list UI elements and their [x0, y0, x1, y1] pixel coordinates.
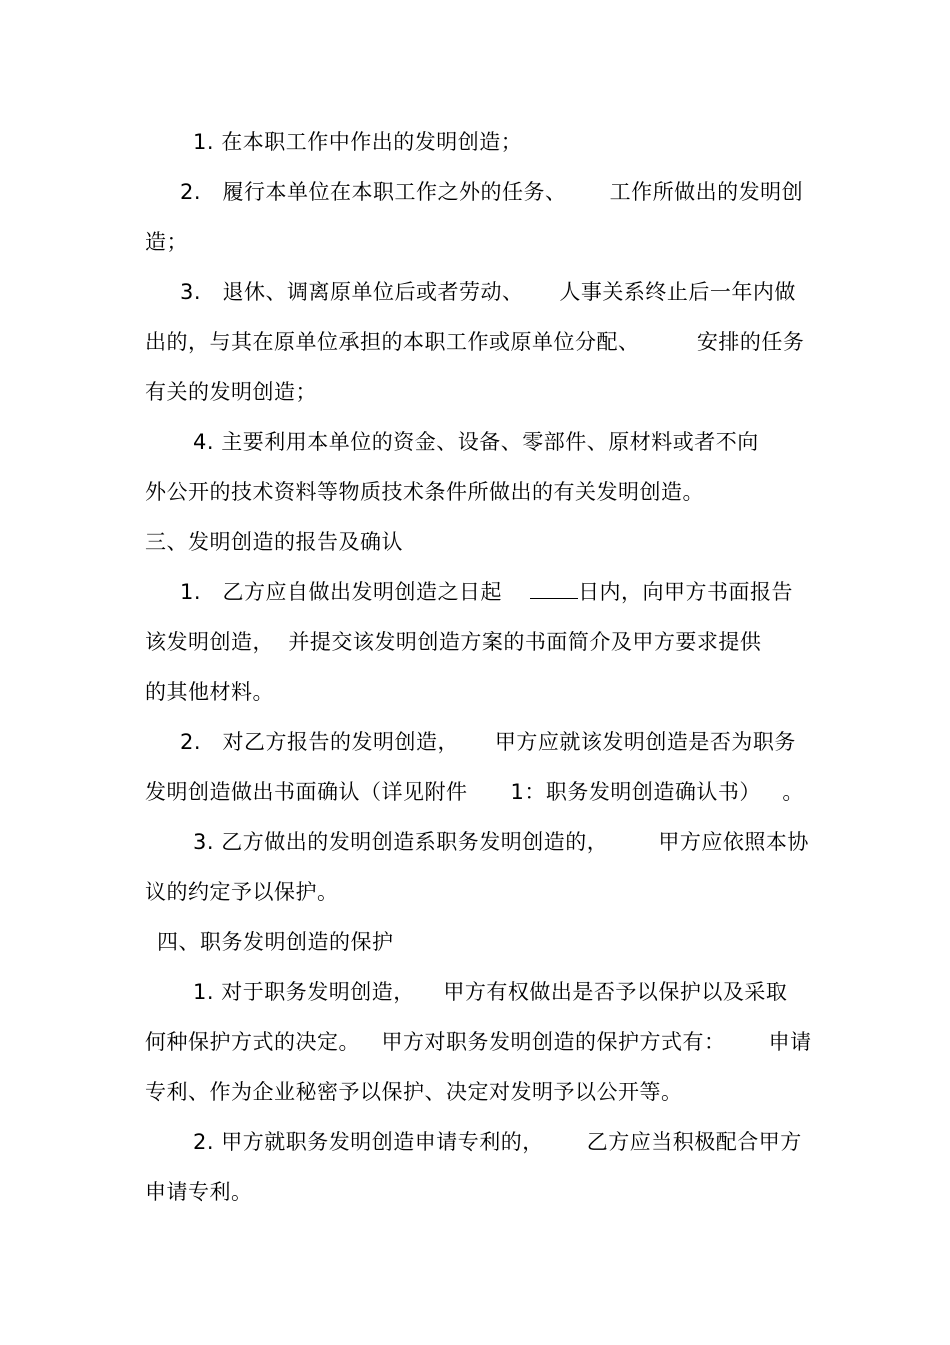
clause-2-1-line: 1. 在本职工作中作出的发明创造； — [193, 130, 523, 154]
clause-4-2-line-1: 2. 甲方就职务发明创造申请专利的， 乙方应当积极配合甲方 — [193, 1130, 802, 1154]
section-4-heading: 四、职务发明创造的保护 — [157, 930, 394, 954]
clause-2-3-line-3: 有关的发明创造； — [145, 380, 317, 404]
clause-2-2-line-2: 造； — [145, 230, 188, 254]
clause-3-1-line-1-end: 日内，向甲方书面报告 — [578, 580, 794, 604]
clause-3-1-line-2: 该发明创造， 并提交该发明创造方案的书面简介及甲方要求提供 — [145, 630, 762, 654]
clause-2-2-line-1: 2. 履行本单位在本职工作之外的任务、 工作所做出的发明创 — [180, 180, 804, 204]
clause-4-2-line-2: 申请专利。 — [145, 1180, 253, 1204]
clause-2-4-line-2: 外公开的技术资料等物质技术条件所做出的有关发明创造。 — [145, 480, 704, 504]
clause-3-2-line-1: 2. 对乙方报告的发明创造， 甲方应就该发明创造是否为职务 — [180, 730, 796, 754]
clause-4-1-line-2: 何种保护方式的决定。 甲方对职务发明创造的保护方式有： 申请 — [145, 1030, 812, 1054]
clause-4-1-line-3: 专利、作为企业秘密予以保护、决定对发明予以公开等。 — [145, 1080, 683, 1104]
days-blank — [530, 580, 578, 599]
clause-3-3-line-2: 议的约定予以保护。 — [145, 880, 339, 904]
clause-4-1-line-1: 1. 对于职务发明创造， 甲方有权做出是否予以保护以及采取 — [193, 980, 788, 1004]
clause-2-4-line-1: 4. 主要利用本单位的资金、设备、零部件、原材料或者不向 — [193, 430, 759, 454]
clause-3-1-line-1 — [180, 579, 793, 605]
clause-3-2-line-2: 发明创造做出书面确认（详见附件 1：职务发明创造确认书） 。 — [145, 780, 804, 804]
clause-2-3-line-2: 出的，与其在原单位承担的本职工作或原单位分配、 安排的任务 — [145, 330, 805, 354]
section-3-heading: 三、发明创造的报告及确认 — [145, 530, 403, 554]
clause-3-1-line-1-start: 1. 乙方应自做出发明创造之日起 — [180, 580, 503, 604]
clause-3-3-line-1: 3. 乙方做出的发明创造系职务发明创造的， 甲方应依照本协 — [193, 830, 809, 854]
clause-2-3-line-1: 3. 退休、调离原单位后或者劳动、 人事关系终止后一年内做 — [180, 280, 796, 304]
clause-3-1-line-3: 的其他材料。 — [145, 680, 274, 704]
